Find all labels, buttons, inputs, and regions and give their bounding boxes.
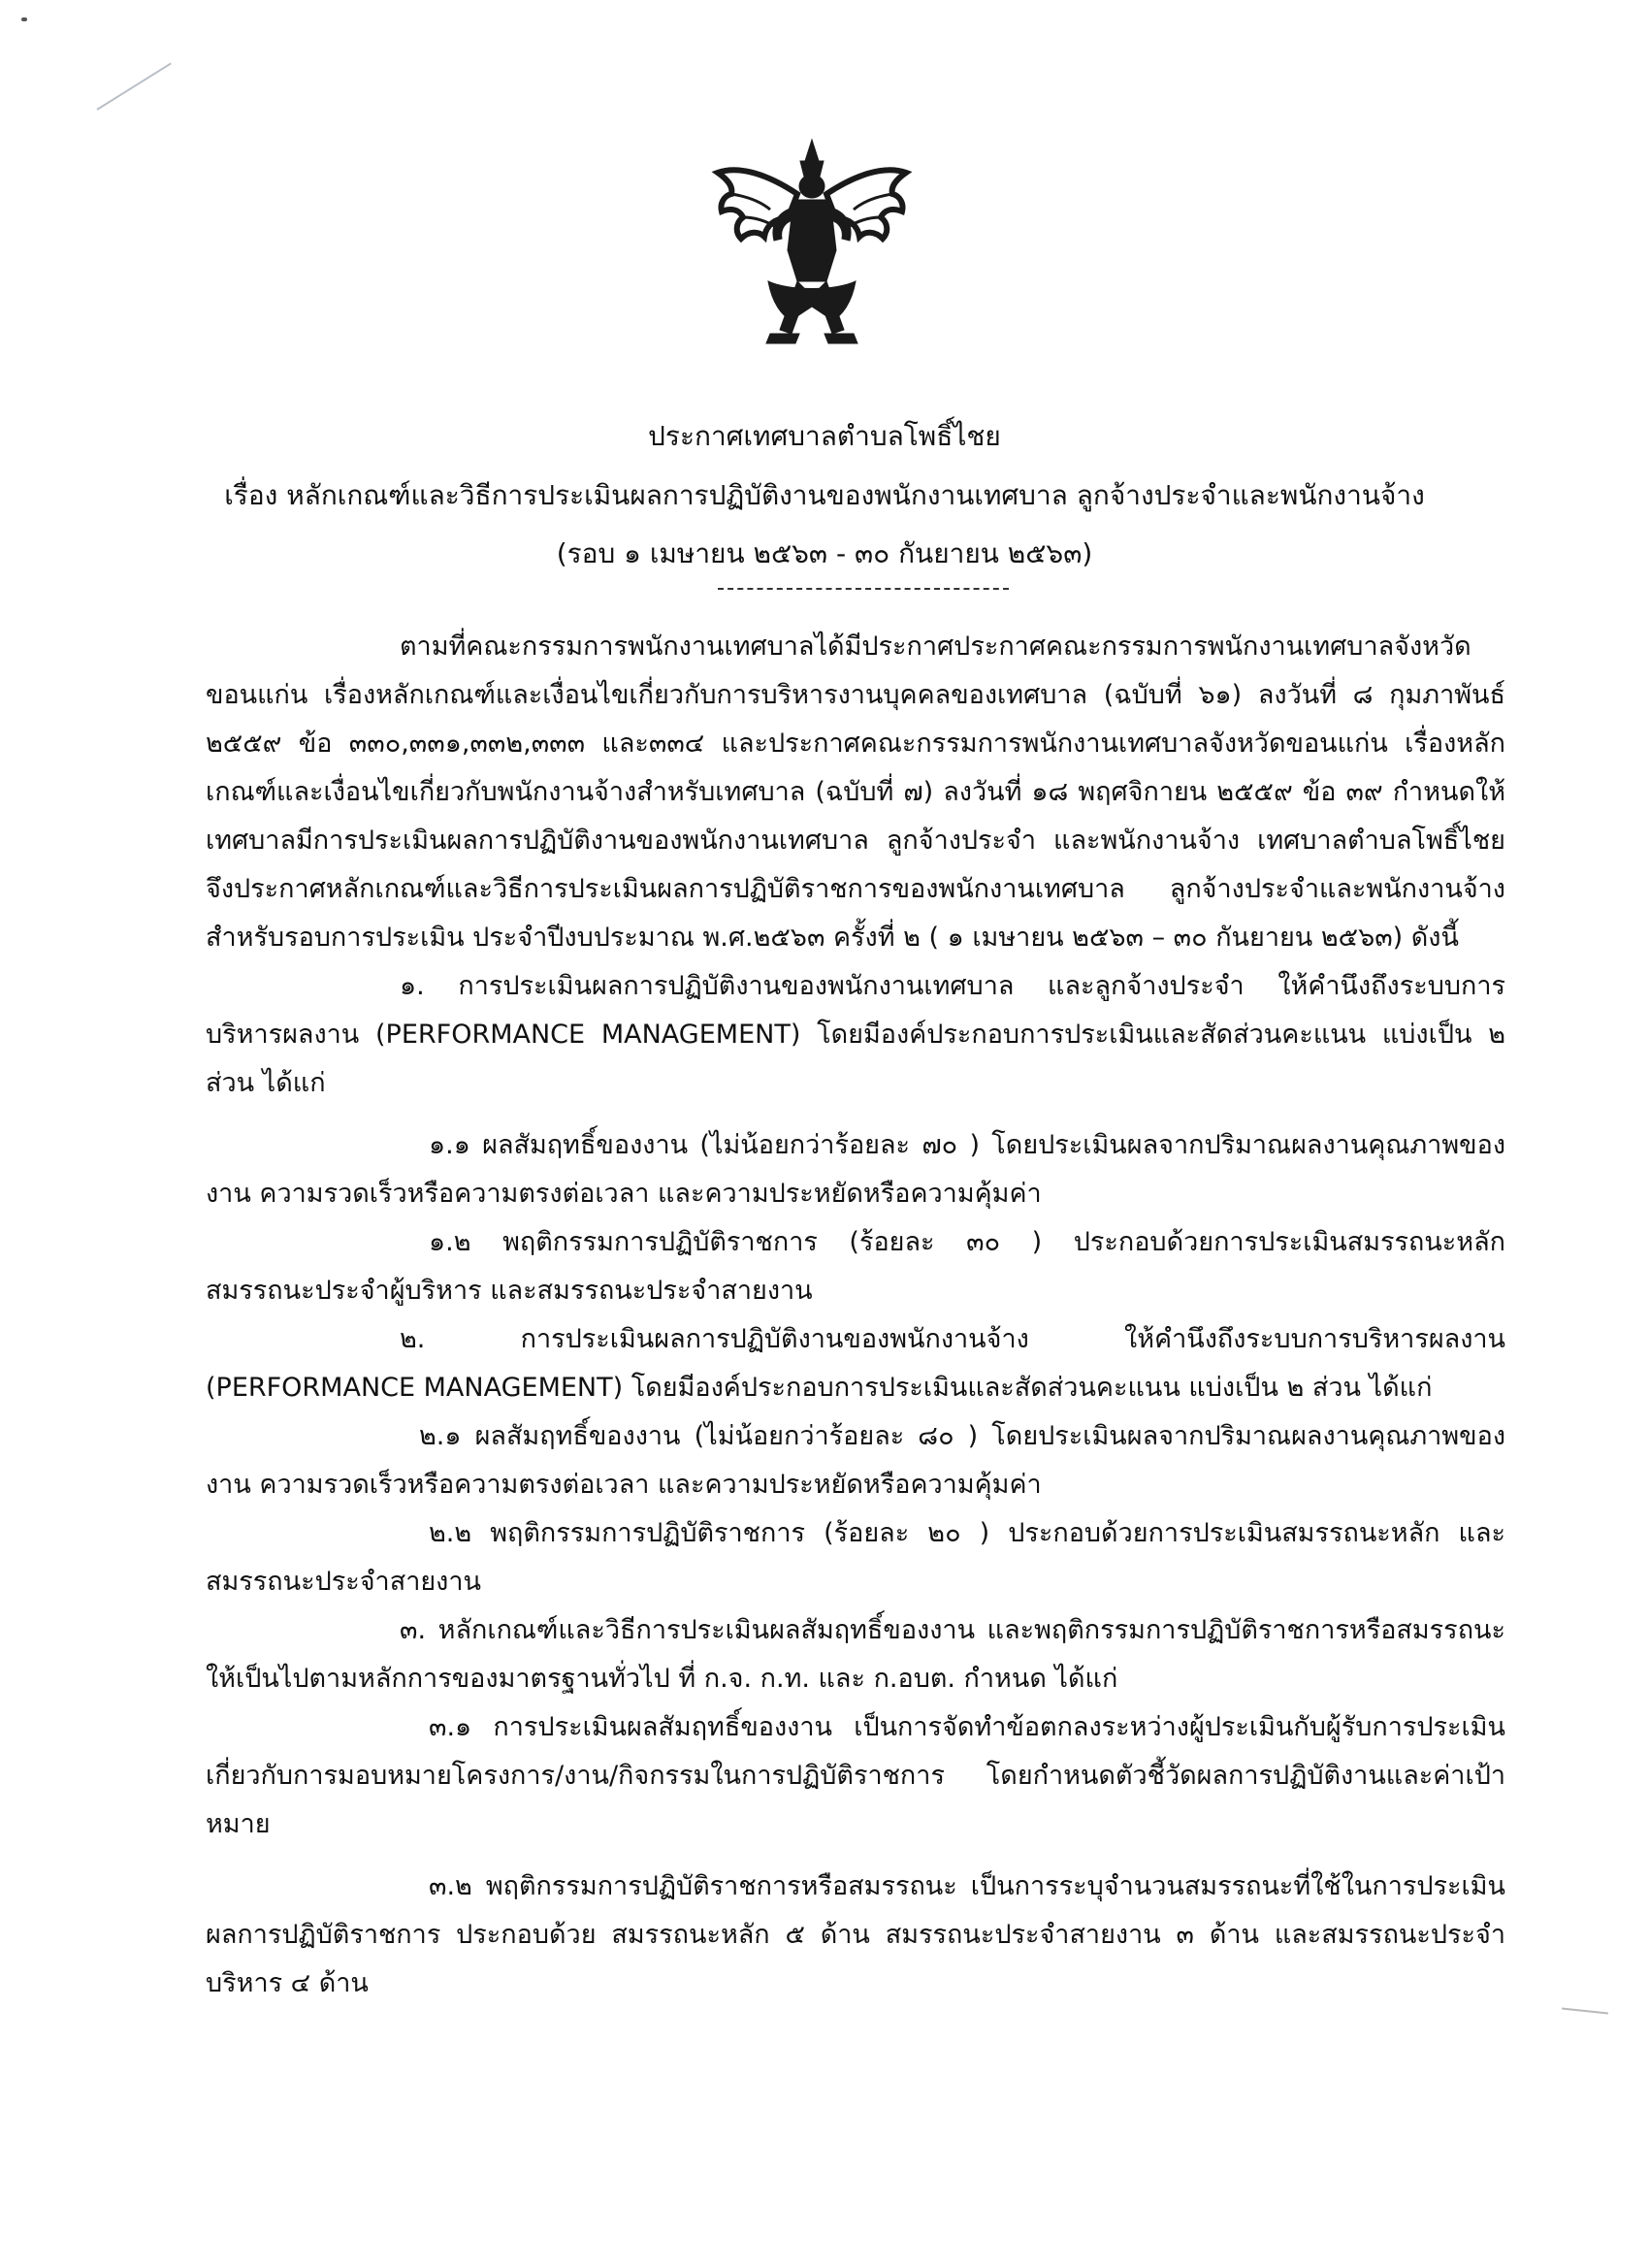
section-2-1: ๒.๑ ผลสัมฤทธิ์ของงาน (ไม่น้อยกว่าร้อยละ ๘๐ ) โดยประเมินผลจากปริมาณผลงานคุณภาพของงาน ความรวดเร็วหรือความตรงต่อเวลา และความประหยัดหรือความคุ้มค่า [206, 1421, 1505, 1500]
document-subject: เรื่อง หลักเกณฑ์และวิธีการประเมินผลการปฏิบัติงานของพนักงานเทศบาล ลูกจ้างประจำและพนักงานจ้าง [224, 479, 1425, 511]
document-issuer: ประกาศเทศบาลตำบลโพธิ์ไชย [648, 420, 1001, 452]
section-1-1: ๑.๑ ผลสัมฤทธิ์ของงาน (ไม่น้อยกว่าร้อยละ ๗๐ ) โดยประเมินผลจากปริมาณผลงานคุณภาพของงาน ความรวดเร็วหรือความตรงต่อเวลา และความประหยัดหรือความคุ้มค่า [206, 1130, 1505, 1209]
header-divider [718, 588, 1009, 590]
scan-speck [21, 17, 27, 21]
section-3-2: ๓.๒ พฤติกรรมการปฏิบัติราชการหรือสมรรถนะ เป็นการระบุจำนวนสมรรถนะที่ใช้ในการประเมินผลการปฏิบัติราชการ ประกอบด้วย สมรรถนะหลัก ๕ ด้าน สมรรถนะประจำสายงาน ๓ ด้าน และสมรรถนะประจำบริหาร ๔ ด้าน [206, 1871, 1505, 1998]
section-2-2: ๒.๒ พฤติกรรมการปฏิบัติราชการ (ร้อยละ ๒๐ ) ประกอบด้วยการประเมินสมรรถนะหลัก และสมรรถนะประจำสายงาน [206, 1518, 1505, 1597]
scan-speck [1562, 2007, 1608, 2014]
intro-paragraph: ตามที่คณะกรรมการพนักงานเทศบาลได้มีประกาศประกาศคณะกรรมการพนักงานเทศบาลจังหวัดขอนแก่น เรื่องหลักเกณฑ์และเงื่อนไขเกี่ยวกับการบริหารงานบุคคลของเทศบาล (ฉบับที่ ๖๑) ลงวันที่ ๘ กุมภาพันธ์ ๒๕๕๙ ข้อ ๓๓๐,๓๓๑,๓๓๒,๓๓๓ และ๓๓๔ และประกาศคณะกรรมการพนักงานเทศบาลจังหวัดขอนแก่น เรื่องหลักเกณฑ์และเงื่อนไขเกี่ยวกับพนักงานจ้างสำหรับเทศบาล (ฉบับที่ ๗) ลงวันที่ ๑๘ พฤศจิกายน ๒๕๕๙ ข้อ ๓๙ กำหนดให้เทศบาลมีการประเมินผลการปฏิบัติงานของพนักงานเทศบาล ลูกจ้างประจำ และพนักงานจ้าง เทศบาลตำบลโพธิ์ไชย จึงประกาศหลักเกณฑ์และวิธีการประเมินผลการปฏิบัติราชการของพนักงานเทศบาล ลูกจ้างประจำและพนักงานจ้าง สำหรับรอบการประเมิน ประจำปีงบประมาณ พ.ศ.๒๕๖๓ ครั้งที่ ๒ ( ๑ เมษายน ๒๕๖๓ – ๓๐ กันยายน ๒๕๖๓) ดังนี้ [206, 632, 1505, 953]
pen-mark [96, 62, 171, 110]
section-1: ๑. การประเมินผลการปฏิบัติงานของพนักงานเทศบาล และลูกจ้างประจำ ให้คำนึงถึงระบบการบริหารผลงาน (PERFORMANCE MANAGEMENT) โดยมีองค์ประกอบการประเมินและสัดส่วนคะแนน แบ่งเป็น ๒ ส่วน ได้แก่ [206, 971, 1505, 1098]
garuda-emblem-icon [710, 136, 914, 359]
document-period: (รอบ ๑ เมษายน ๒๕๖๓ - ๓๐ กันยายน ๒๕๖๓) [556, 537, 1093, 569]
document-body [206, 623, 1505, 2008]
section-2: ๒. การประเมินผลการปฏิบัติงานของพนักงานจ้าง ให้คำนึงถึงระบบการบริหารผลงาน (PERFORMANCE MANAGEMENT) โดยมีองค์ประกอบการประเมินและสัดส่วนคะแนน แบ่งเป็น ๒ ส่วน ได้แก่ [206, 1324, 1505, 1403]
section-3: ๓. หลักเกณฑ์และวิธีการประเมินผลสัมฤทธิ์ของงาน และพฤติกรรมการปฏิบัติราชการหรือสมรรถนะ ให้เป็นไปตามหลักการของมาตรฐานทั่วไป ที่ ก.จ. ก.ท. และ ก.อบต. กำหนด ได้แก่ [206, 1615, 1505, 1694]
section-3-1: ๓.๑ การประเมินผลสัมฤทธิ์ของงาน เป็นการจัดทำข้อตกลงระหว่างผู้ประเมินกับผู้รับการประเมิน เกี่ยวกับการมอบหมายโครงการ/งาน/กิจกรรมในการปฏิบัติราชการ โดยกำหนดตัวชี้วัดผลการปฏิบัติงานและค่าเป้าหมาย [206, 1712, 1505, 1839]
section-1-2: ๑.๒ พฤติกรรมการปฏิบัติราชการ (ร้อยละ ๓๐ ) ประกอบด้วยการประเมินสมรรถนะหลัก สมรรถนะประจำผู้บริหาร และสมรรถนะประจำสายงาน [206, 1227, 1505, 1306]
